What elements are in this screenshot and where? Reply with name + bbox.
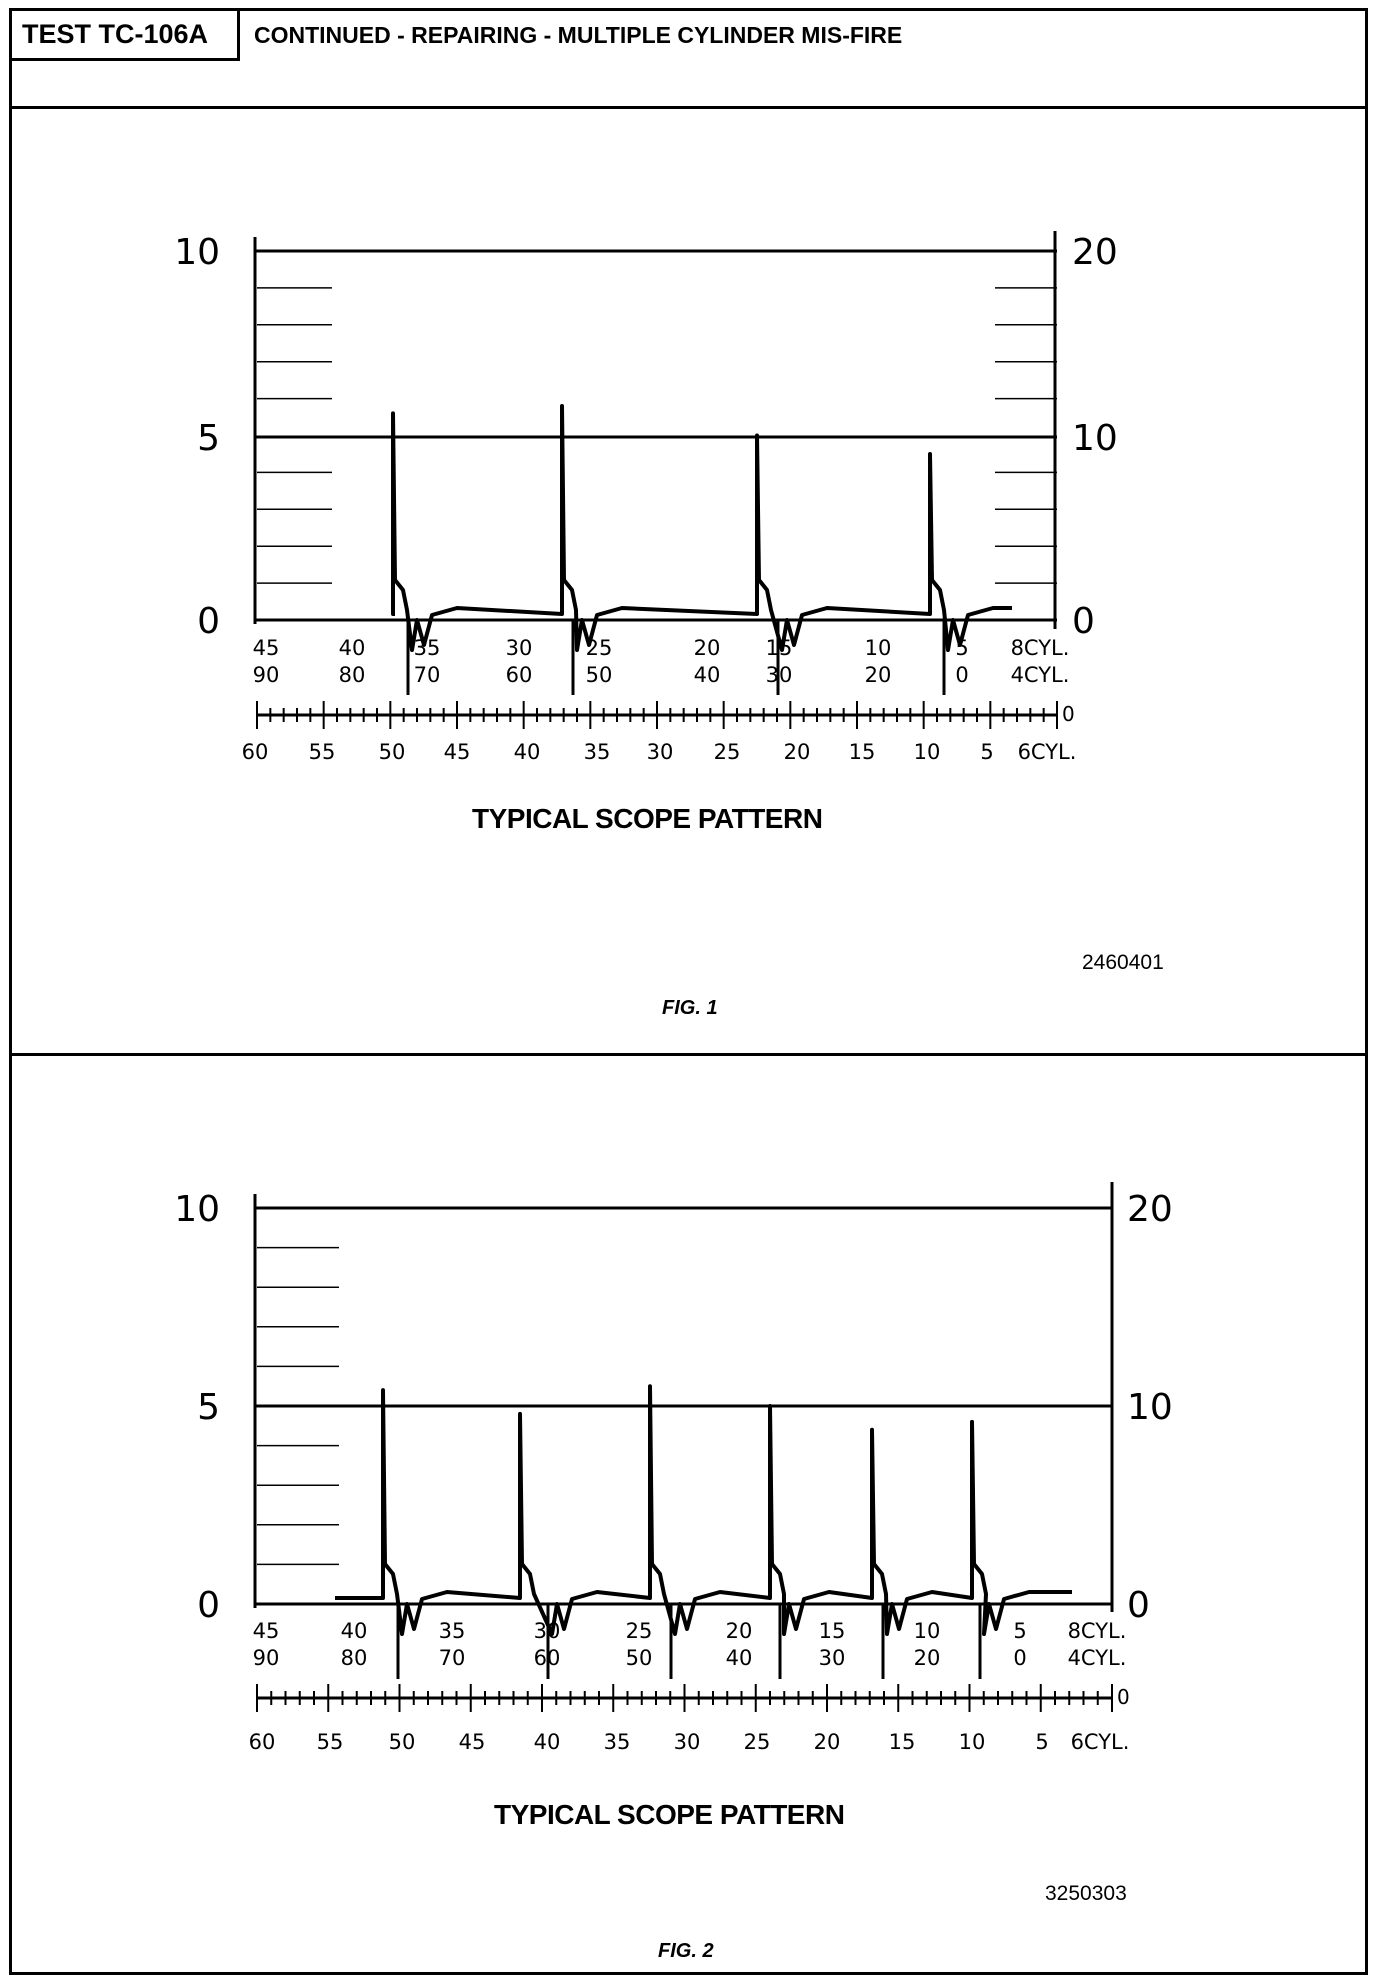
scale-6cyl-label: 55 [316,1730,344,1754]
scope-trace [393,406,1012,650]
page-header [12,11,1365,109]
scale-8cyl-label: 45 [252,1619,280,1643]
scale-4cyl-label: 50 [585,663,613,687]
right-axis-label: 10 [1072,418,1118,459]
left-axis-label: 0 [197,1585,220,1626]
scale-4cyl-label: 70 [438,1646,466,1670]
left-axis-label: 10 [174,1189,220,1230]
right-axis-label: 0 [1127,1585,1150,1626]
scale-6cyl-label: 45 [443,740,471,764]
scale-8cyl-label: 45 [252,636,280,660]
right-axis-label: 20 [1072,232,1118,273]
page-title: CONTINUED - REPAIRING - MULTIPLE CYLINDER MIS-FIRE [254,22,903,48]
right-axis-label: 10 [1127,1387,1173,1428]
scale-4cyl-label: 60 [505,663,533,687]
scale-6cyl-label: 55 [308,740,336,764]
scale-6cyl-label: 5 [1035,1730,1049,1754]
scale-6cyl-label: 30 [673,1730,701,1754]
scale-6cyl-label: 6CYL. [1070,1730,1130,1754]
figure-1-number: 2460401 [1082,951,1164,974]
scale-6cyl-label: 30 [646,740,674,764]
scale-6cyl-label: 35 [603,1730,631,1754]
scope-pattern-diagram-2 [12,1056,1365,1972]
scale-8cyl-label: 10 [913,1619,941,1643]
scope-pattern-diagram-1 [12,109,1365,1056]
scale-8cyl-label: 40 [340,1619,368,1643]
scale-8cyl-label: 40 [338,636,366,660]
scale-4cyl-label: 0 [955,663,969,687]
scale-4cyl-label: 40 [693,663,721,687]
scale-4cyl-label: 90 [252,663,280,687]
scale-8cyl-label: 25 [585,636,613,660]
figure-2-panel [12,1056,1365,1972]
scale-4cyl-label: 20 [864,663,892,687]
scale-6cyl-label: 35 [583,740,611,764]
scale-6cyl-label: 60 [241,740,269,764]
left-axis-label: 10 [174,232,220,273]
scale-6cyl-label: 50 [388,1730,416,1754]
scale-6cyl-label: 10 [913,740,941,764]
scale-8cyl-label: 20 [693,636,721,660]
scale-8cyl-label: 25 [625,1619,653,1643]
scale-6cyl-label: 25 [713,740,741,764]
scale-4cyl-label: 40 [725,1646,753,1670]
scale-4cyl-label: 30 [818,1646,846,1670]
scale-8cyl-label: 15 [818,1619,846,1643]
scale-8cyl-label: 35 [413,636,441,660]
scale-8cyl-label: 30 [533,1619,561,1643]
scale-6cyl-label: 20 [783,740,811,764]
scale-4cyl-label: 0 [1013,1646,1027,1670]
scale-6cyl-label: 10 [958,1730,986,1754]
scale-6cyl-label: 6CYL. [1017,740,1077,764]
figure-2-label: FIG. 2 [658,1940,714,1962]
figure-1-label: FIG. 1 [662,997,718,1019]
right-axis-label: 20 [1127,1189,1173,1230]
scale-8cyl-label: 20 [725,1619,753,1643]
left-axis-label: 5 [197,1387,220,1428]
scale-4cyl-label: 90 [252,1646,280,1670]
ruler-end-label: 0 [1062,702,1075,726]
scope-trace [335,1386,1072,1634]
scale-6cyl-label: 20 [813,1730,841,1754]
scale-4cyl-label: 80 [340,1646,368,1670]
scale-6cyl-label: 5 [980,740,994,764]
scale-4cyl-label: 30 [765,663,793,687]
scale-8cyl-label: 10 [864,636,892,660]
scale-8cyl-label: 8CYL. [1010,636,1070,660]
scale-6cyl-label: 40 [533,1730,561,1754]
scale-8cyl-label: 35 [438,1619,466,1643]
scale-4cyl-label: 20 [913,1646,941,1670]
scale-4cyl-label: 80 [338,663,366,687]
scale-6cyl-label: 50 [378,740,406,764]
figure-2-number: 3250303 [1045,1882,1127,1905]
left-axis-label: 5 [197,418,220,459]
figure-1-panel [12,109,1365,1056]
scale-8cyl-label: 5 [955,636,969,660]
scale-4cyl-label: 4CYL. [1067,1646,1127,1670]
scale-6cyl-label: 45 [458,1730,486,1754]
scale-6cyl-label: 60 [248,1730,276,1754]
page-frame [9,8,1368,1975]
scale-8cyl-label: 5 [1013,1619,1027,1643]
scale-4cyl-label: 60 [533,1646,561,1670]
scale-4cyl-label: 4CYL. [1010,663,1070,687]
figure-1-caption: TYPICAL SCOPE PATTERN [472,803,823,834]
ruler-end-label: 0 [1117,1685,1130,1709]
scale-8cyl-label: 15 [765,636,793,660]
scale-8cyl-label: 8CYL. [1067,1619,1127,1643]
scale-6cyl-label: 40 [513,740,541,764]
right-axis-label: 0 [1072,601,1095,642]
scale-8cyl-label: 30 [505,636,533,660]
scale-6cyl-label: 15 [848,740,876,764]
left-axis-label: 0 [197,601,220,642]
figure-2-caption: TYPICAL SCOPE PATTERN [494,1799,845,1830]
scale-6cyl-label: 15 [888,1730,916,1754]
scale-6cyl-label: 25 [743,1730,771,1754]
test-id-box: TEST TC-106A [12,11,240,61]
scale-4cyl-label: 70 [413,663,441,687]
scale-4cyl-label: 50 [625,1646,653,1670]
